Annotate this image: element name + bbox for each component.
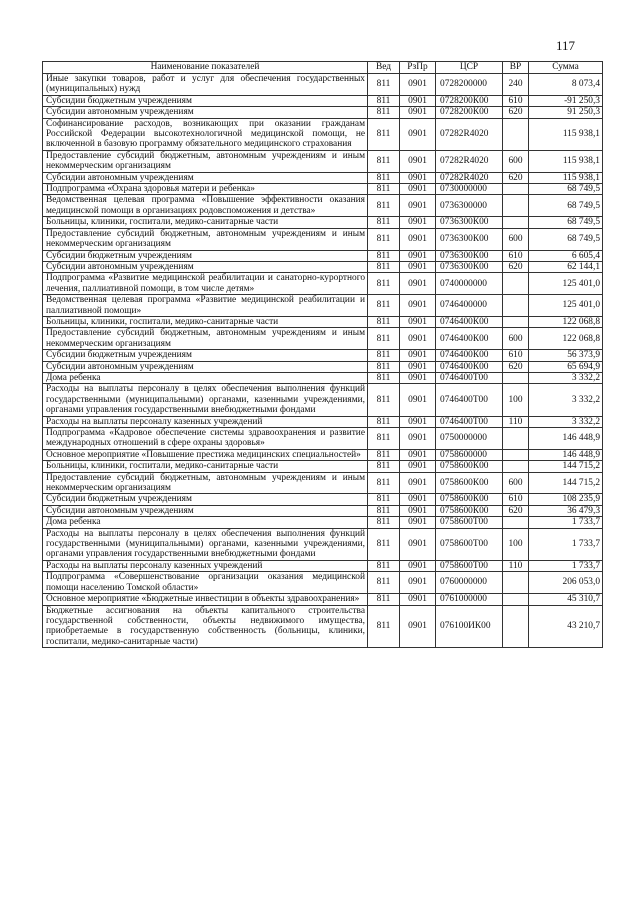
table-row	[43, 228, 603, 250]
cell-rzpr: 0901	[400, 528, 436, 560]
cell-vr: 100	[503, 384, 529, 416]
cell-ved: 811	[368, 273, 400, 295]
cell-csr: 0758600Т00	[436, 560, 503, 571]
cell-vr: 600	[503, 328, 529, 350]
cell-vr: 620	[503, 505, 529, 516]
cell-ved: 811	[368, 472, 400, 494]
cell-name: Субсидии бюджетным учреждениям	[43, 350, 368, 361]
cell-vr: 610	[503, 494, 529, 505]
cell-ved: 811	[368, 384, 400, 416]
cell-name: Субсидии автономным учреждениям	[43, 261, 368, 272]
cell-ved: 811	[368, 172, 400, 183]
table-row	[43, 295, 603, 317]
cell-ved: 811	[368, 250, 400, 261]
cell-vr	[503, 594, 529, 605]
cell-name: Больницы, клиники, госпитали, медико-санитарные части	[43, 461, 368, 472]
table-row	[43, 572, 603, 594]
cell-csr: 0736300К00	[436, 217, 503, 228]
cell-rzpr: 0901	[400, 261, 436, 272]
table-row	[43, 494, 603, 505]
cell-rzpr: 0901	[400, 594, 436, 605]
cell-vr: 110	[503, 560, 529, 571]
table-row	[43, 217, 603, 228]
table-row	[43, 472, 603, 494]
cell-rzpr: 0901	[400, 74, 436, 96]
cell-csr: 0758600К00	[436, 461, 503, 472]
cell-vr: 600	[503, 472, 529, 494]
cell-sum: 62 144,1	[529, 261, 603, 272]
cell-vr: 600	[503, 150, 529, 172]
cell-name: Больницы, клиники, госпитали, медико-санитарные части	[43, 316, 368, 327]
column-header-rzpr: РзПр	[400, 62, 436, 74]
cell-csr: 0740000000	[436, 273, 503, 295]
cell-csr: 0761000000	[436, 594, 503, 605]
cell-vr: 240	[503, 74, 529, 96]
cell-name: Подпрограмма «Охрана здоровья матери и ребенка»	[43, 184, 368, 195]
cell-sum: 144 715,2	[529, 461, 603, 472]
cell-vr	[503, 372, 529, 383]
cell-ved: 811	[368, 316, 400, 327]
cell-sum: 125 401,0	[529, 295, 603, 317]
cell-name: Расходы на выплаты персоналу в целях обеспечения выполнения функций государственными (муниципальными) органами, казенными учреждениями, органами управления государственными внебюджетными фондами	[43, 384, 368, 416]
table-row	[43, 449, 603, 460]
cell-sum: 115 938,1	[529, 150, 603, 172]
cell-rzpr: 0901	[400, 372, 436, 383]
cell-vr	[503, 118, 529, 150]
cell-ved: 811	[368, 228, 400, 250]
cell-csr: 076100ИК00	[436, 605, 503, 648]
cell-sum: 45 310,7	[529, 594, 603, 605]
cell-rzpr: 0901	[400, 505, 436, 516]
cell-vr: 620	[503, 261, 529, 272]
table-row	[43, 195, 603, 217]
cell-sum: 115 938,1	[529, 118, 603, 150]
budget-table	[42, 61, 603, 648]
cell-ved: 811	[368, 195, 400, 217]
cell-csr: 0758600К00	[436, 472, 503, 494]
cell-csr: 0746400Т00	[436, 372, 503, 383]
table-row	[43, 273, 603, 295]
table-row	[43, 107, 603, 118]
cell-rzpr: 0901	[400, 195, 436, 217]
cell-vr	[503, 605, 529, 648]
cell-rzpr: 0901	[400, 428, 436, 450]
cell-rzpr: 0901	[400, 328, 436, 350]
cell-csr: 0746400К00	[436, 328, 503, 350]
cell-name: Расходы на выплаты персоналу казенных учреждений	[43, 416, 368, 427]
cell-rzpr: 0901	[400, 150, 436, 172]
cell-sum: 206 053,0	[529, 572, 603, 594]
cell-sum: 56 373,9	[529, 350, 603, 361]
cell-sum: 1 733,7	[529, 560, 603, 571]
cell-vr	[503, 195, 529, 217]
cell-ved: 811	[368, 361, 400, 372]
cell-name: Иные закупки товаров, работ и услуг для обеспечения государственных (муниципальных) нужд	[43, 74, 368, 96]
cell-sum: 3 332,2	[529, 416, 603, 427]
table-row	[43, 517, 603, 528]
cell-name: Софинансирование расходов, возникающих при оказании гражданам Российской Федерации высокотехнологичной медицинской помощи, не включенной в базовую программу обязательного медицинского страхования	[43, 118, 368, 150]
cell-vr	[503, 461, 529, 472]
cell-vr	[503, 428, 529, 450]
cell-ved: 811	[368, 74, 400, 96]
cell-rzpr: 0901	[400, 517, 436, 528]
cell-name: Субсидии автономным учреждениям	[43, 505, 368, 516]
cell-name: Больницы, клиники, госпитали, медико-санитарные части	[43, 217, 368, 228]
table-row	[43, 605, 603, 648]
cell-vr: 620	[503, 361, 529, 372]
cell-sum: 36 479,3	[529, 505, 603, 516]
table-body	[43, 74, 603, 648]
cell-sum: 8 073,4	[529, 74, 603, 96]
cell-sum: 68 749,5	[529, 195, 603, 217]
cell-ved: 811	[368, 184, 400, 195]
cell-name: Подпрограмма «Развитие медицинской реабилитации и санаторно-курортного лечения, паллиативной помощи, в том числе детям»	[43, 273, 368, 295]
cell-ved: 811	[368, 517, 400, 528]
cell-sum: 6 605,4	[529, 250, 603, 261]
cell-vr: 610	[503, 95, 529, 106]
cell-csr: 0758600Т00	[436, 517, 503, 528]
table-row	[43, 528, 603, 560]
cell-ved: 811	[368, 350, 400, 361]
cell-rzpr: 0901	[400, 572, 436, 594]
page-number: 117	[556, 38, 576, 53]
cell-ved: 811	[368, 118, 400, 150]
cell-ved: 811	[368, 150, 400, 172]
cell-rzpr: 0901	[400, 560, 436, 571]
cell-vr	[503, 217, 529, 228]
table-row	[43, 361, 603, 372]
cell-csr: 0750000000	[436, 428, 503, 450]
table-row	[43, 594, 603, 605]
table-row	[43, 350, 603, 361]
cell-name: Субсидии бюджетным учреждениям	[43, 494, 368, 505]
cell-name: Предоставление субсидий бюджетным, автономным учреждениям и иным некоммерческим организациям	[43, 472, 368, 494]
cell-name: Ведомственная целевая программа «Повышение эффективности оказания медицинской помощи в организациях родовспоможения и детства»	[43, 195, 368, 217]
cell-rzpr: 0901	[400, 361, 436, 372]
cell-sum: 68 749,5	[529, 184, 603, 195]
cell-ved: 811	[368, 572, 400, 594]
cell-name: Предоставление субсидий бюджетным, автономным учреждениям и иным некоммерческим организациям	[43, 228, 368, 250]
cell-csr: 0746400000	[436, 295, 503, 317]
table-header-row	[43, 62, 603, 74]
cell-vr: 100	[503, 528, 529, 560]
cell-csr: 0746400К00	[436, 361, 503, 372]
cell-rzpr: 0901	[400, 250, 436, 261]
cell-sum: 144 715,2	[529, 472, 603, 494]
table-row	[43, 316, 603, 327]
cell-ved: 811	[368, 107, 400, 118]
cell-sum: 146 448,9	[529, 449, 603, 460]
cell-rzpr: 0901	[400, 350, 436, 361]
cell-sum: 1 733,7	[529, 517, 603, 528]
cell-rzpr: 0901	[400, 217, 436, 228]
cell-vr: 610	[503, 350, 529, 361]
cell-name: Подпрограмма «Кадровое обеспечение системы здравоохранения и развитие международных отношений в сфере охраны здоровья»	[43, 428, 368, 450]
cell-sum: 125 401,0	[529, 273, 603, 295]
cell-rzpr: 0901	[400, 494, 436, 505]
cell-name: Дома ребенка	[43, 517, 368, 528]
cell-csr: 0746400Т00	[436, 384, 503, 416]
cell-csr: 0758600К00	[436, 494, 503, 505]
cell-sum: 122 068,8	[529, 328, 603, 350]
cell-name: Расходы на выплаты персоналу казенных учреждений	[43, 560, 368, 571]
cell-csr: 0758600000	[436, 449, 503, 460]
cell-rzpr: 0901	[400, 461, 436, 472]
table-row	[43, 172, 603, 183]
cell-csr: 0730000000	[436, 184, 503, 195]
cell-csr: 0746400Т00	[436, 416, 503, 427]
cell-vr	[503, 572, 529, 594]
cell-ved: 811	[368, 328, 400, 350]
cell-sum: 108 235,9	[529, 494, 603, 505]
cell-ved: 811	[368, 295, 400, 317]
cell-rzpr: 0901	[400, 384, 436, 416]
table-row	[43, 250, 603, 261]
column-header-ved: Вед	[368, 62, 400, 74]
cell-name: Ведомственная целевая программа «Развитие медицинской реабилитации и паллиативной помощи»	[43, 295, 368, 317]
table-row	[43, 560, 603, 571]
table-row	[43, 372, 603, 383]
cell-csr: 0736300000	[436, 195, 503, 217]
table-row	[43, 416, 603, 427]
cell-rzpr: 0901	[400, 184, 436, 195]
cell-name: Основное мероприятие «Бюджетные инвестиции в объекты здравоохранения»	[43, 594, 368, 605]
cell-csr: 0736300К00	[436, 228, 503, 250]
cell-sum: 68 749,5	[529, 217, 603, 228]
cell-csr: 0736300К00	[436, 261, 503, 272]
cell-csr: 0728200К00	[436, 107, 503, 118]
table-row	[43, 505, 603, 516]
cell-ved: 811	[368, 594, 400, 605]
cell-ved: 811	[368, 560, 400, 571]
cell-ved: 811	[368, 416, 400, 427]
cell-ved: 811	[368, 217, 400, 228]
cell-csr: 0746400К00	[436, 350, 503, 361]
cell-rzpr: 0901	[400, 107, 436, 118]
cell-ved: 811	[368, 95, 400, 106]
cell-ved: 811	[368, 605, 400, 648]
cell-sum: 43 210,7	[529, 605, 603, 648]
cell-rzpr: 0901	[400, 118, 436, 150]
cell-csr: 07282R4020	[436, 172, 503, 183]
cell-name: Дома ребенка	[43, 372, 368, 383]
cell-vr: 620	[503, 107, 529, 118]
cell-name: Бюджетные ассигнования на объекты капитального строительства государственной собственности, объекты недвижимого имущества, приобретаемые в государственную собственность (больницы, клиники, госпитали, медико-санитарные части)	[43, 605, 368, 648]
cell-ved: 811	[368, 505, 400, 516]
cell-vr	[503, 316, 529, 327]
cell-ved: 811	[368, 449, 400, 460]
cell-sum: -91 250,3	[529, 95, 603, 106]
cell-rzpr: 0901	[400, 316, 436, 327]
column-header-csr: ЦСР	[436, 62, 503, 74]
table-row	[43, 118, 603, 150]
cell-name: Субсидии автономным учреждениям	[43, 107, 368, 118]
table-row	[43, 328, 603, 350]
cell-rzpr: 0901	[400, 172, 436, 183]
table-row	[43, 95, 603, 106]
cell-csr: 07282R4020	[436, 150, 503, 172]
cell-vr: 620	[503, 172, 529, 183]
cell-sum: 3 332,2	[529, 384, 603, 416]
cell-vr: 110	[503, 416, 529, 427]
table-row	[43, 461, 603, 472]
cell-csr: 0758600Т00	[436, 528, 503, 560]
cell-name: Субсидии автономным учреждениям	[43, 361, 368, 372]
cell-sum: 146 448,9	[529, 428, 603, 450]
table-row	[43, 74, 603, 96]
table-row	[43, 261, 603, 272]
cell-vr	[503, 449, 529, 460]
cell-rzpr: 0901	[400, 416, 436, 427]
cell-vr	[503, 184, 529, 195]
cell-csr: 0758600К00	[436, 505, 503, 516]
cell-ved: 811	[368, 528, 400, 560]
cell-sum: 115 938,1	[529, 172, 603, 183]
cell-name: Подпрограмма «Совершенствование организации оказания медицинской помощи населению Томской области»	[43, 572, 368, 594]
cell-sum: 1 733,7	[529, 528, 603, 560]
cell-ved: 811	[368, 261, 400, 272]
cell-name: Предоставление субсидий бюджетным, автономным учреждениям и иным некоммерческим организациям	[43, 328, 368, 350]
table-row	[43, 184, 603, 195]
cell-name: Расходы на выплаты персоналу в целях обеспечения выполнения функций государственными (муниципальными) органами, казенными учреждениями, органами управления государственными внебюджетными фондами	[43, 528, 368, 560]
cell-rzpr: 0901	[400, 228, 436, 250]
cell-csr: 07282R4020	[436, 118, 503, 150]
column-header-vr: ВР	[503, 62, 529, 74]
cell-rzpr: 0901	[400, 472, 436, 494]
column-header-sum: Сумма	[529, 62, 603, 74]
cell-vr	[503, 295, 529, 317]
cell-sum: 122 068,8	[529, 316, 603, 327]
cell-name: Субсидии бюджетным учреждениям	[43, 250, 368, 261]
cell-sum: 68 749,5	[529, 228, 603, 250]
cell-csr: 0746400К00	[436, 316, 503, 327]
cell-rzpr: 0901	[400, 95, 436, 106]
cell-ved: 811	[368, 494, 400, 505]
cell-sum: 91 250,3	[529, 107, 603, 118]
cell-vr: 600	[503, 228, 529, 250]
column-header-name: Наименование показателей	[43, 62, 368, 74]
cell-csr: 0736300К00	[436, 250, 503, 261]
table-row	[43, 384, 603, 416]
cell-ved: 811	[368, 372, 400, 383]
cell-ved: 811	[368, 461, 400, 472]
table-row	[43, 428, 603, 450]
cell-name: Предоставление субсидий бюджетным, автономным учреждениям и иным некоммерческим организациям	[43, 150, 368, 172]
cell-csr: 0728200000	[436, 74, 503, 96]
cell-name: Субсидии бюджетным учреждениям	[43, 95, 368, 106]
cell-name: Субсидии автономным учреждениям	[43, 172, 368, 183]
cell-sum: 3 332,2	[529, 372, 603, 383]
table-row	[43, 150, 603, 172]
cell-rzpr: 0901	[400, 605, 436, 648]
cell-csr: 0760000000	[436, 572, 503, 594]
cell-csr: 0728200К00	[436, 95, 503, 106]
cell-rzpr: 0901	[400, 449, 436, 460]
cell-sum: 65 694,9	[529, 361, 603, 372]
cell-ved: 811	[368, 428, 400, 450]
cell-name: Основное мероприятие «Повышение престижа медицинских специальностей»	[43, 449, 368, 460]
cell-rzpr: 0901	[400, 273, 436, 295]
cell-rzpr: 0901	[400, 295, 436, 317]
cell-vr: 610	[503, 250, 529, 261]
cell-vr	[503, 517, 529, 528]
cell-vr	[503, 273, 529, 295]
